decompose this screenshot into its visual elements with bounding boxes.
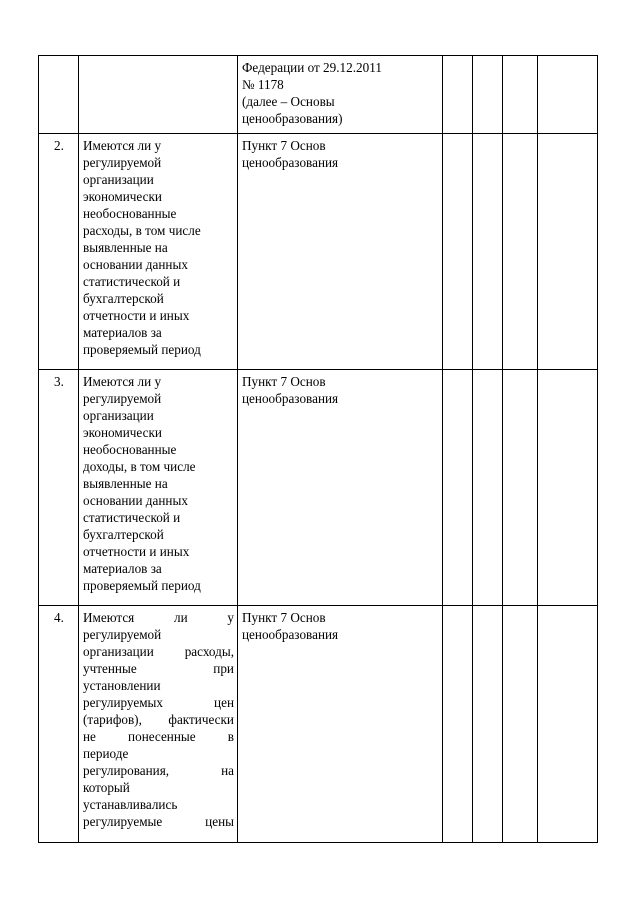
question-line: устанавливались bbox=[83, 797, 178, 812]
question-cell bbox=[79, 370, 238, 606]
basis-line: ценообразования bbox=[242, 627, 339, 642]
question-line: организации bbox=[83, 408, 154, 423]
basis-line: Пункт 7 Основ bbox=[242, 610, 326, 625]
question-line: выявленные на bbox=[83, 476, 168, 491]
question-line: отчетности и иных bbox=[83, 544, 190, 559]
question-line: регулируемых цен bbox=[83, 695, 234, 710]
question-line: необоснованные bbox=[83, 442, 177, 457]
question-line: материалов за bbox=[83, 325, 162, 340]
basis-line: (далее – Основы bbox=[242, 94, 335, 109]
question-line: отчетности и иных bbox=[83, 308, 190, 323]
question-line: необоснованные bbox=[83, 206, 177, 221]
question-line: основании данных bbox=[83, 493, 188, 508]
question-line: экономически bbox=[83, 425, 162, 440]
legal-basis-cell bbox=[238, 134, 443, 370]
answer-na-cell[interactable] bbox=[503, 606, 538, 843]
question-line: проверяемый период bbox=[83, 342, 201, 357]
answer-no-cell[interactable] bbox=[473, 134, 503, 370]
answer-no-cell[interactable] bbox=[473, 606, 503, 843]
table-row bbox=[39, 370, 598, 606]
answer-yes-cell[interactable] bbox=[443, 606, 473, 843]
answer-yes-cell[interactable] bbox=[443, 134, 473, 370]
question-line: выявленные на bbox=[83, 240, 168, 255]
answer-no-cell[interactable] bbox=[473, 56, 503, 134]
question-line: доходы, в том числе bbox=[83, 459, 196, 474]
basis-line: Пункт 7 Основ bbox=[242, 138, 326, 153]
note-cell[interactable] bbox=[538, 606, 598, 843]
question-line: регулирования, на bbox=[83, 763, 234, 778]
basis-line: Пункт 7 Основ bbox=[242, 374, 326, 389]
answer-na-cell[interactable] bbox=[503, 134, 538, 370]
table-row bbox=[39, 606, 598, 843]
answer-na-cell[interactable] bbox=[503, 56, 538, 134]
table-row bbox=[39, 56, 598, 134]
checklist-table bbox=[38, 55, 598, 843]
row-number: 2. bbox=[39, 134, 79, 370]
question-line: Имеются ли у bbox=[83, 610, 234, 625]
question-cell bbox=[79, 56, 238, 134]
question-line: не понесенные в bbox=[83, 729, 234, 744]
question-line: установлении bbox=[83, 678, 161, 693]
row-number: 3. bbox=[39, 370, 79, 606]
basis-line: ценообразования bbox=[242, 155, 339, 170]
question-line: который bbox=[83, 780, 130, 795]
question-line: проверяемый период bbox=[83, 578, 201, 593]
question-line: основании данных bbox=[83, 257, 188, 272]
question-line: расходы, в том числе bbox=[83, 223, 201, 238]
answer-no-cell[interactable] bbox=[473, 370, 503, 606]
legal-basis-cell bbox=[238, 56, 443, 134]
question-line: статистической и bbox=[83, 510, 181, 525]
answer-yes-cell[interactable] bbox=[443, 56, 473, 134]
table-row bbox=[39, 134, 598, 370]
basis-line: ценообразования bbox=[242, 391, 339, 406]
question-line: регулируемой bbox=[83, 627, 162, 642]
note-cell[interactable] bbox=[538, 56, 598, 134]
question-line: организации bbox=[83, 172, 154, 187]
legal-basis-cell bbox=[238, 370, 443, 606]
question-line: бухгалтерской bbox=[83, 291, 164, 306]
question-line: бухгалтерской bbox=[83, 527, 164, 542]
question-line: регулируемой bbox=[83, 155, 162, 170]
question-line: (тарифов), фактически bbox=[83, 712, 234, 727]
answer-na-cell[interactable] bbox=[503, 370, 538, 606]
question-line: регулируемой bbox=[83, 391, 162, 406]
question-line: регулируемые цены bbox=[83, 814, 234, 829]
question-cell bbox=[79, 134, 238, 370]
note-cell[interactable] bbox=[538, 370, 598, 606]
basis-line: № 1178 bbox=[242, 77, 284, 92]
basis-line: ценообразования) bbox=[242, 111, 343, 126]
question-line: статистической и bbox=[83, 274, 181, 289]
answer-yes-cell[interactable] bbox=[443, 370, 473, 606]
question-line: Имеются ли у bbox=[83, 138, 162, 153]
question-line: учтенные при bbox=[83, 661, 234, 676]
question-line: Имеются ли у bbox=[83, 374, 162, 389]
question-cell bbox=[79, 606, 238, 843]
legal-basis-cell bbox=[238, 606, 443, 843]
basis-line: Федерации от 29.12.2011 bbox=[242, 60, 382, 75]
row-number: 4. bbox=[39, 606, 79, 843]
note-cell[interactable] bbox=[538, 134, 598, 370]
question-line: экономически bbox=[83, 189, 162, 204]
question-line: материалов за bbox=[83, 561, 162, 576]
row-number bbox=[39, 56, 79, 134]
question-line: организации расходы, bbox=[83, 644, 234, 659]
question-line: периоде bbox=[83, 746, 129, 761]
